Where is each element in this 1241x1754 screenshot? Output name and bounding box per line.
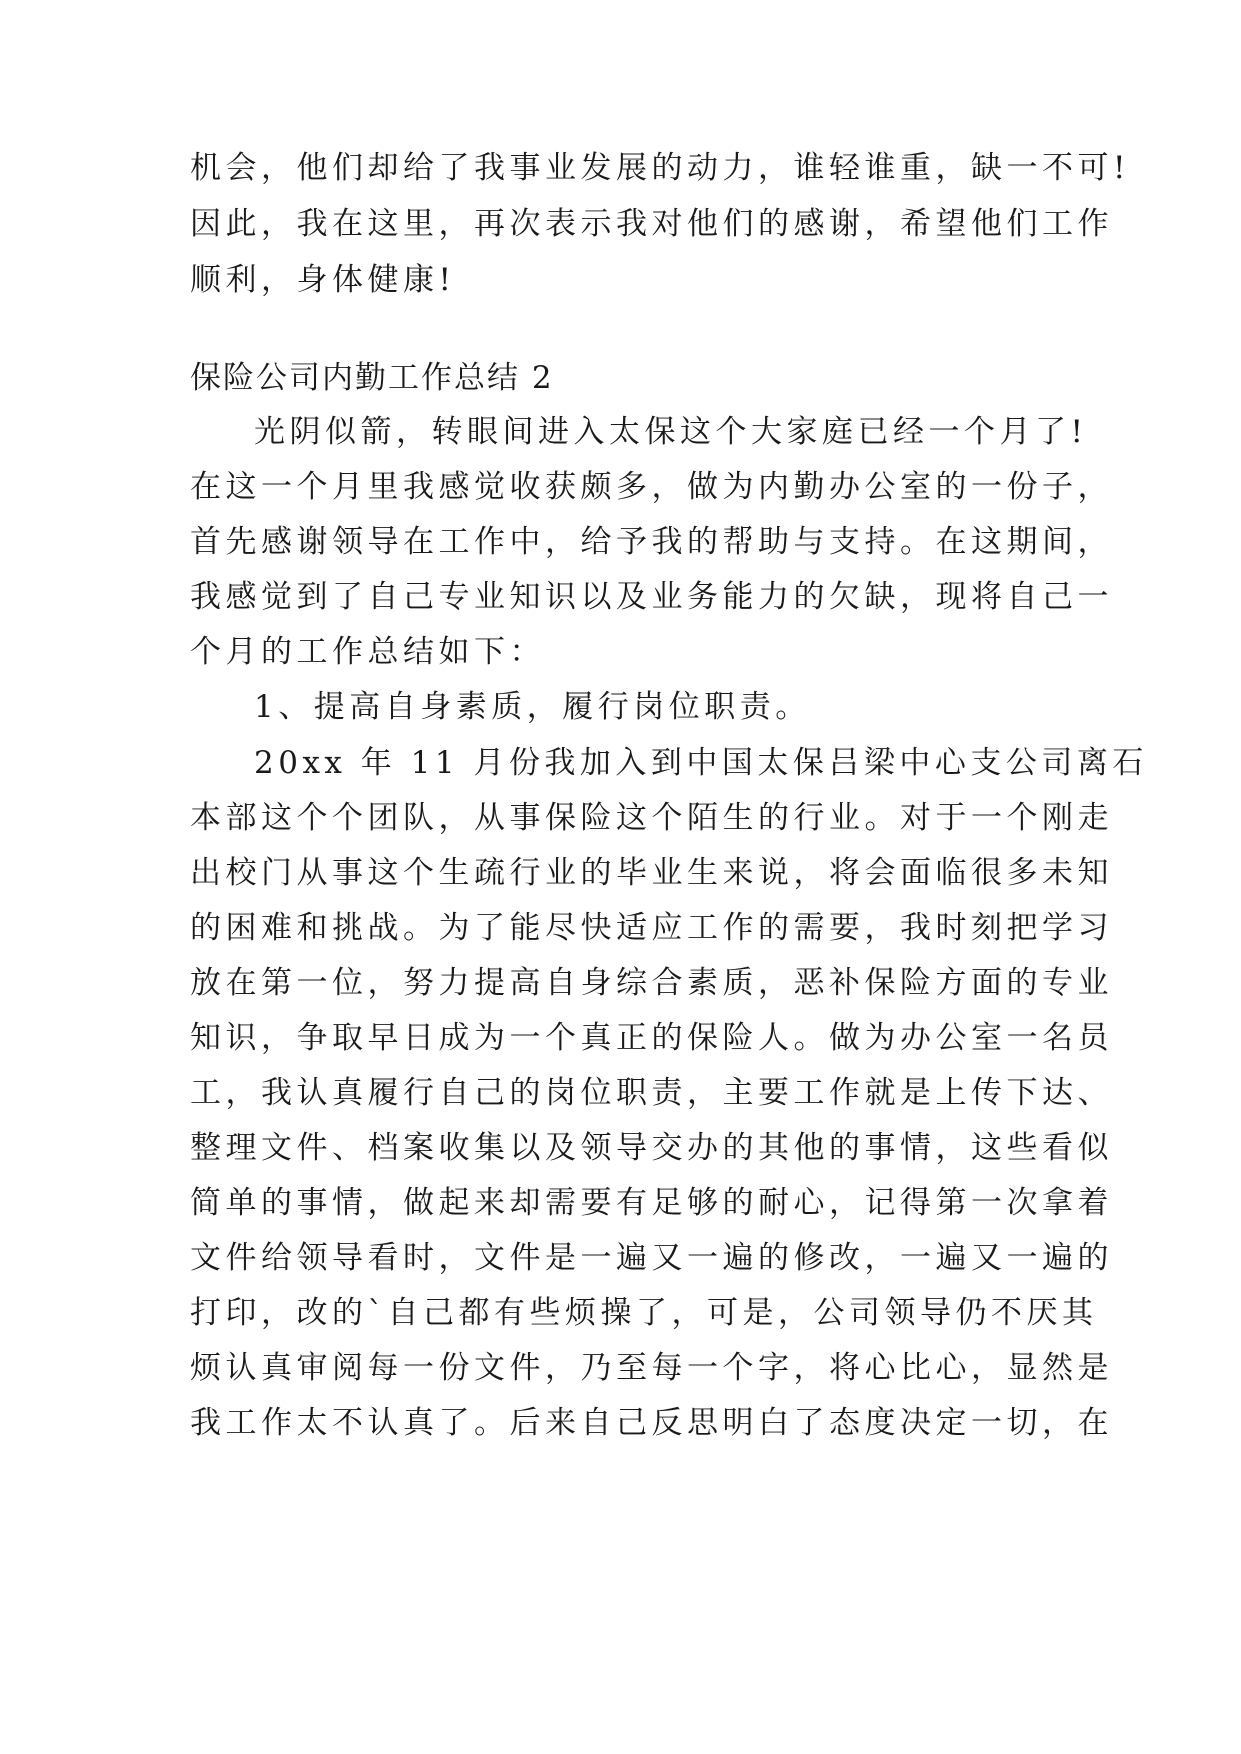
paragraph-line: 烦认真审阅每一份文件，乃至每一个字，将心比心，显然是 <box>190 1350 1113 1386</box>
paragraph-line: 我工作太不认真了。后来自己反思明白了态度决定一切，在 <box>190 1405 1113 1441</box>
paragraph-line: 出校门从事这个生疏行业的毕业生来说，将会面临很多未知 <box>190 855 1113 891</box>
paragraph-line: 光阴似箭，转眼间进入太保这个大家庭已经一个月了! <box>254 414 1088 450</box>
paragraph-line: 顺利，身体健康! <box>190 262 456 298</box>
paragraph-line: 打印，改的`自己都有些烦操了，可是，公司领导仍不厌其 <box>190 1295 1098 1331</box>
paragraph-line: 的困难和挑战。为了能尽快适应工作的需要，我时刻把学习 <box>190 910 1113 946</box>
paragraph-line: 文件给领导看时，文件是一遍又一遍的修改，一遍又一遍的 <box>190 1240 1113 1276</box>
paragraph-line: 个月的工作总结如下： <box>190 634 545 670</box>
paragraph-line: 机会，他们却给了我事业发展的动力，谁轻谁重，缺一不可! <box>190 150 1130 186</box>
paragraph-line: 首先感谢领导在工作中，给予我的帮助与支持。在这期间， <box>190 524 1113 560</box>
paragraph-line: 在这一个月里我感觉收获颇多，做为内勤办公室的一份子， <box>190 469 1113 505</box>
list-item-heading: 1、提高自身素质，履行岗位职责。 <box>254 689 811 725</box>
paragraph-line: 工，我认真履行自己的岗位职责，主要工作就是上传下达、 <box>190 1075 1113 1111</box>
section-title: 保险公司内勤工作总结 2 <box>190 360 554 396</box>
paragraph-line: 放在第一位，努力提高自身综合素质，恶补保险方面的专业 <box>190 965 1113 1001</box>
paragraph-line: 简单的事情，做起来却需要有足够的耐心，记得第一次拿着 <box>190 1185 1113 1221</box>
paragraph-line: 知识，争取早日成为一个真正的保险人。做为办公室一名员 <box>190 1020 1113 1056</box>
paragraph-line: 整理文件、档案收集以及领导交办的其他的事情，这些看似 <box>190 1130 1113 1166</box>
paragraph-line: 20xx 年 11 月份我加入到中国太保吕梁中心支公司离石 <box>254 745 1148 781</box>
paragraph-line: 我感觉到了自己专业知识以及业务能力的欠缺，现将自己一 <box>190 579 1113 615</box>
paragraph-line: 本部这个个团队，从事保险这个陌生的行业。对于一个刚走 <box>190 800 1113 836</box>
paragraph-line: 因此，我在这里，再次表示我对他们的感谢，希望他们工作 <box>190 206 1113 242</box>
